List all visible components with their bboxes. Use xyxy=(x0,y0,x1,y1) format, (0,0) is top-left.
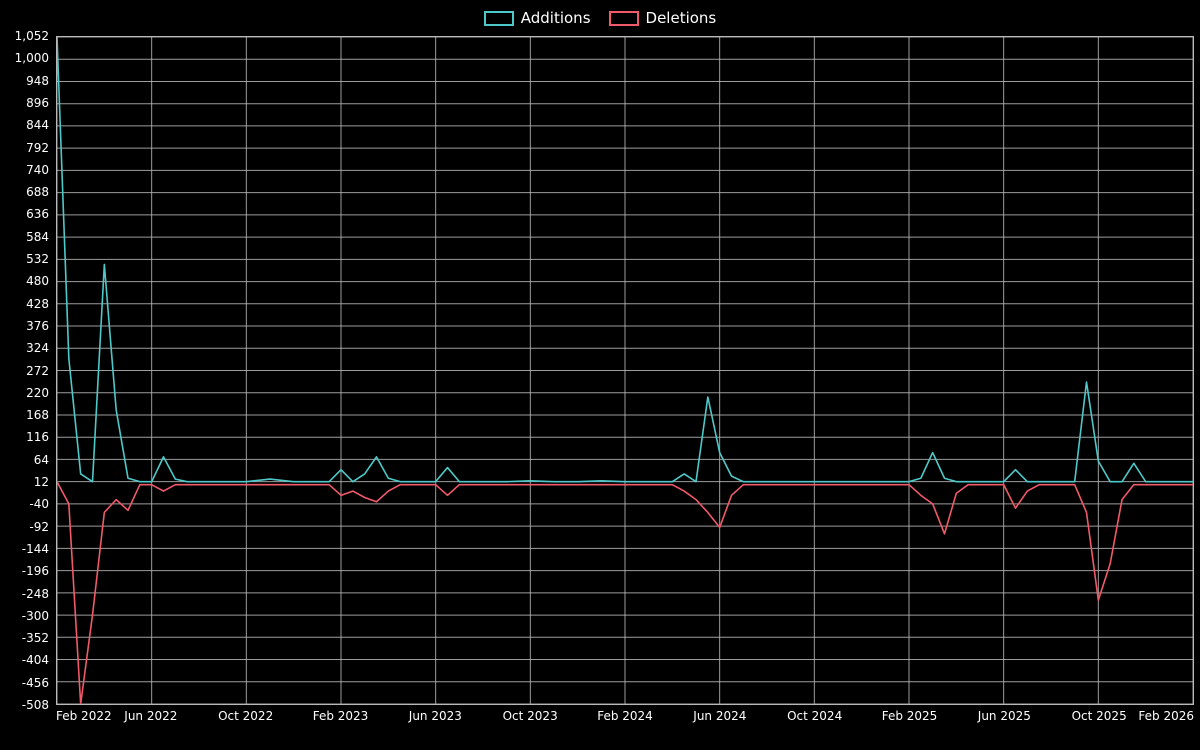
y-axis-tick: 272 xyxy=(26,363,49,378)
y-axis-tick: 116 xyxy=(26,430,49,445)
legend-swatch-additions xyxy=(484,11,514,26)
x-axis-tick: Feb 2024 xyxy=(597,709,653,723)
y-axis-tick: -508 xyxy=(21,698,49,712)
y-axis-tick: 220 xyxy=(26,385,49,400)
x-axis-tick: Oct 2025 xyxy=(1071,709,1127,723)
y-axis-tick: -300 xyxy=(21,608,49,623)
y-axis-tick: -248 xyxy=(21,586,49,601)
y-axis-tick: 948 xyxy=(26,73,49,88)
legend-label-additions: Additions xyxy=(520,8,591,27)
x-axis-tick: Feb 2023 xyxy=(312,709,369,723)
y-axis-tick: 844 xyxy=(26,118,49,133)
x-axis-tick: Oct 2023 xyxy=(502,709,558,723)
y-axis-tick: -144 xyxy=(21,541,49,556)
y-axis-tick: 1,000 xyxy=(14,51,49,66)
y-axis-tick: 740 xyxy=(26,162,49,177)
legend-swatch-deletions xyxy=(609,11,639,26)
legend-item-deletions[interactable] xyxy=(609,8,717,27)
y-axis-tick: 792 xyxy=(26,140,49,155)
y-axis-tick: 480 xyxy=(26,274,49,289)
y-axis-tick: -196 xyxy=(21,564,49,579)
x-axis-tick: Oct 2022 xyxy=(218,709,274,723)
y-axis-tick: 428 xyxy=(26,296,49,311)
y-axis-tick: -92 xyxy=(29,519,49,534)
chart-legend xyxy=(0,6,1200,30)
series-lines xyxy=(57,37,1193,704)
y-axis-tick: 324 xyxy=(26,341,49,356)
x-axis-tick-labels xyxy=(56,709,1194,729)
y-axis-tick: -404 xyxy=(21,653,49,668)
y-axis-tick: 376 xyxy=(26,318,49,333)
x-axis-tick: Feb 2025 xyxy=(881,709,938,723)
plot-area xyxy=(56,36,1194,705)
y-axis-tick: -40 xyxy=(29,497,49,512)
x-axis-tick: Jun 2024 xyxy=(693,709,747,723)
x-axis-tick: Oct 2024 xyxy=(787,709,843,723)
y-axis-tick: 168 xyxy=(26,408,49,423)
y-axis-tick: 584 xyxy=(26,229,49,244)
y-axis-tick-labels xyxy=(0,29,52,712)
y-axis-tick: -352 xyxy=(21,631,49,646)
x-axis-tick: Feb 2026 xyxy=(1138,709,1194,723)
x-axis-tick: Feb 2022 xyxy=(56,709,112,723)
x-axis-tick: Jun 2023 xyxy=(408,709,462,723)
y-axis-tick: 532 xyxy=(26,252,49,266)
x-axis-tick: Jun 2022 xyxy=(124,709,178,723)
y-axis-tick: 896 xyxy=(26,95,49,110)
y-axis-tick: 636 xyxy=(26,207,49,222)
y-axis-tick: 1,052 xyxy=(14,29,49,43)
y-axis-tick: -456 xyxy=(21,675,49,690)
y-axis-tick: 12 xyxy=(33,475,49,489)
legend-label-deletions: Deletions xyxy=(645,8,717,27)
y-axis-tick: 688 xyxy=(26,185,49,200)
y-axis-tick: 64 xyxy=(33,452,49,467)
legend-item-additions[interactable] xyxy=(484,8,591,27)
x-axis-tick: Jun 2025 xyxy=(977,709,1031,723)
